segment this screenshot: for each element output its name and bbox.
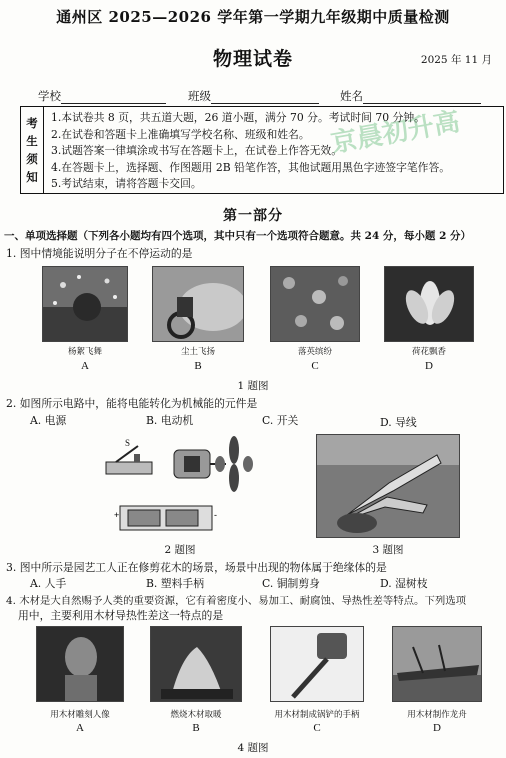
- exam-subtitle: 物理试卷: [212, 48, 293, 70]
- notice-list: [51, 110, 450, 193]
- q4-caption-c: 用木材制成锅铲的手柄: [274, 710, 360, 720]
- q1-letter-a: A: [81, 360, 89, 372]
- q4-photo-c: [270, 626, 364, 702]
- q4-caption-b: 燃烧木材取暖: [170, 710, 222, 720]
- q1-figure-label: 1 题图: [237, 380, 269, 392]
- notice-head-char: 生: [26, 134, 38, 148]
- notice-item: 4.在答题卡上，选择题、作图题用 2B 铅笔作答，其他试题用黑色字迹签字笔作答。: [51, 160, 451, 174]
- switch-label: S: [125, 438, 131, 448]
- notice-head-char: 知: [26, 170, 38, 184]
- notice-item: 1.本试卷共 8 页，共五道大题，26 道小题，满分 70 分。考试时间 70 分钟。: [51, 111, 425, 124]
- class-field: [188, 88, 319, 104]
- q1-photo-d: [384, 266, 474, 342]
- q4-letter-b: B: [192, 722, 200, 734]
- q1-caption-b: 尘土飞扬: [180, 347, 215, 357]
- falling-petals-image: [271, 267, 360, 342]
- notice-head: [21, 107, 44, 193]
- q4-caption-a: 用木材雕刻人像: [50, 710, 110, 720]
- section-title: 第一部分: [223, 208, 283, 224]
- notice-box: [20, 106, 504, 194]
- q1-letter-c: C: [311, 360, 319, 372]
- spatula-image: [271, 627, 364, 702]
- class-label: 班级: [188, 89, 211, 103]
- q2-figure-label: 2 题图: [164, 544, 196, 556]
- dragon-boat-image: [393, 627, 482, 702]
- q1-text: 1. 图中情境能说明分子在不停运动的是: [6, 247, 193, 260]
- q4-letter-d: D: [433, 722, 441, 734]
- wood-carving-image: [37, 627, 124, 702]
- svg-text:-: -: [214, 510, 217, 520]
- q2-option-b: B. 电动机: [146, 414, 194, 427]
- name-field: [340, 88, 481, 104]
- q1-caption-d: 荷花飘香: [411, 347, 446, 357]
- q3-option-c: C. 铜制剪身: [262, 577, 320, 590]
- q2-option-a: A. 电源: [30, 414, 67, 427]
- q4-photo-b: [150, 626, 242, 702]
- pruning-shears-image: [317, 435, 460, 538]
- q2-text: 2. 如图所示电路中，能将电能转化为机械能的元件是: [6, 397, 258, 410]
- q3-photo: [316, 434, 460, 538]
- q4-photo-d: [392, 626, 482, 702]
- q1-photo-c: [270, 266, 360, 342]
- notice-item: 5.考试结束，请将答题卡交回。: [51, 177, 202, 191]
- q3-option-d: D. 湿树枝: [380, 577, 428, 590]
- burning-wood-image: [151, 627, 242, 702]
- q4-caption-d: 用木材制作龙舟: [407, 710, 467, 720]
- q1-photo-b: [152, 266, 244, 342]
- q3-figure-label: 3 题图: [372, 544, 404, 556]
- q4-text-line1: 4. 木材是大自然赐予人类的重要资源，它有着密度小、易加工、耐腐蚀、导热性差等特点。下列选项: [6, 595, 467, 607]
- q4-photo-a: [36, 626, 124, 702]
- notice-head-char: 考: [26, 116, 38, 130]
- poplar-catkins-image: [43, 267, 128, 342]
- q2-circuit-figure: [100, 436, 260, 536]
- q4-letter-a: A: [76, 722, 84, 734]
- notice-item: 2.在试卷和答题卡上准确填写学校名称、班级和姓名。: [51, 127, 310, 141]
- q4-figure-label: 4 题图: [237, 742, 269, 754]
- q3-option-a: A. 人手: [30, 577, 67, 590]
- circuit-components-image: [100, 436, 260, 536]
- notice-item: 3.试题答案一律填涂或书写在答题卡上，在试卷上作答无效。: [51, 144, 343, 158]
- q3-text: 3. 图中所示是园艺工人正在修剪花木的场景，场景中出现的物体属于绝缘体的是: [6, 561, 387, 574]
- exam-date: 2025 年 11 月: [420, 54, 492, 66]
- q1-photo-a: [42, 266, 128, 342]
- q1-caption-a: 杨絮飞舞: [67, 347, 102, 357]
- q1-letter-d: D: [425, 360, 433, 372]
- dust-motorcycle-image: [153, 267, 244, 342]
- q2-option-d: D. 导线: [380, 416, 417, 429]
- exam-title: 通州区 2025—2026 学年第一学期九年级期中质量检测: [56, 8, 450, 26]
- q1-letter-b: B: [194, 360, 202, 372]
- part-heading: 一、单项选择题（下列各小题均有四个选项，其中只有一个选项符合题意。共 24 分，每小题 2 分）: [4, 230, 472, 242]
- school-field: [38, 88, 166, 104]
- lotus-image: [385, 267, 474, 342]
- q3-option-b: B. 塑料手柄: [146, 577, 204, 590]
- q4-text-line2: 用中，主要利用木材导热性差这一特点的是: [18, 609, 224, 622]
- q1-caption-c: 落英缤纷: [297, 347, 332, 357]
- school-label: 学校: [38, 89, 61, 103]
- q4-letter-c: C: [313, 722, 321, 734]
- watermark: 京晨初升高: [328, 106, 463, 160]
- notice-head-char: 须: [26, 152, 38, 166]
- q2-option-c: C. 开关: [262, 414, 299, 427]
- name-label: 姓名: [340, 89, 363, 103]
- svg-text:+: +: [114, 510, 120, 520]
